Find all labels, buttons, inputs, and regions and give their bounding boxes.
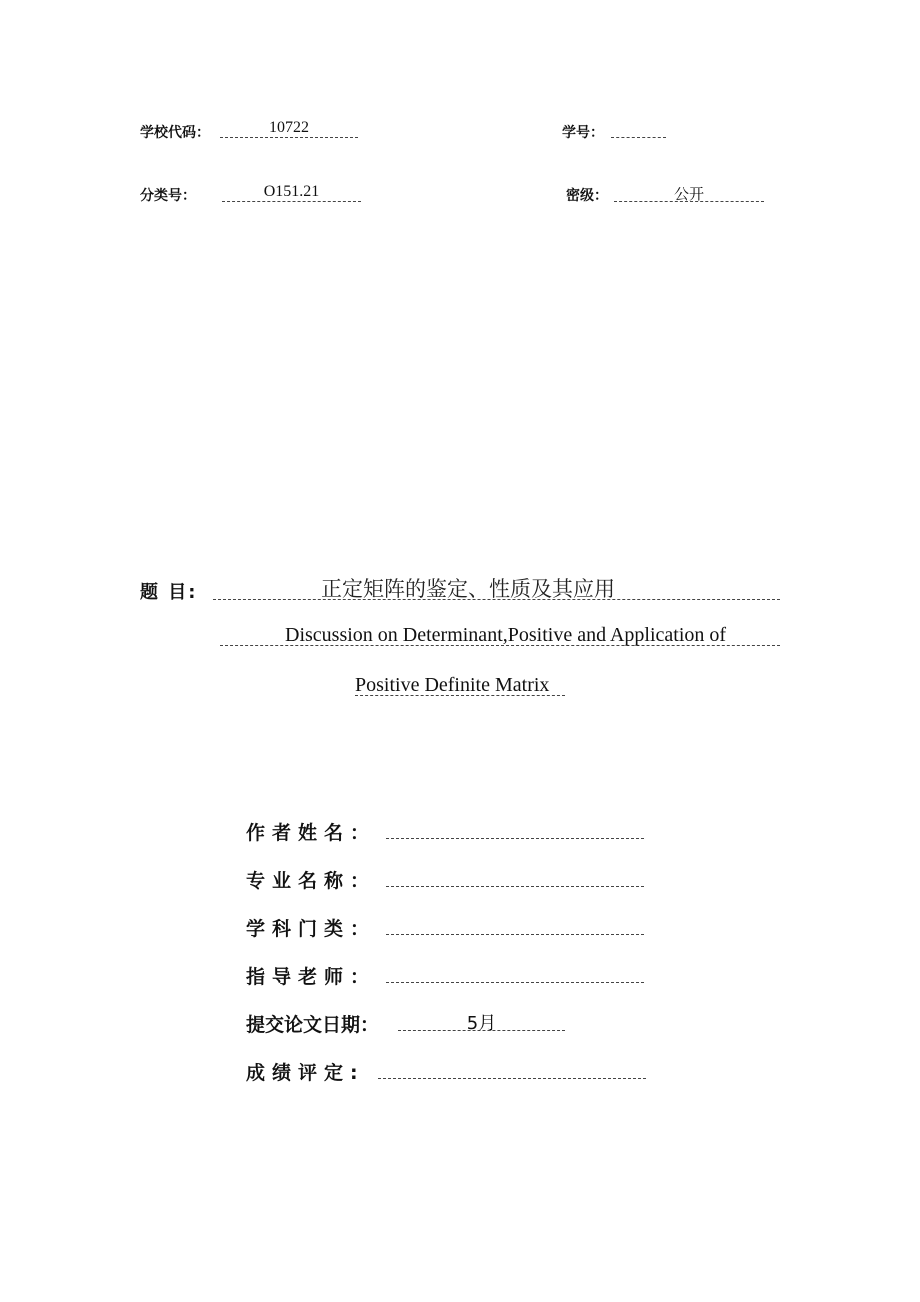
author-underline xyxy=(386,838,644,839)
school-code-value: 10722 xyxy=(269,119,309,136)
major-label: 专业名称： xyxy=(246,870,377,892)
class-no-value: O151.21 xyxy=(263,183,320,200)
class-no-label: 分类号： xyxy=(140,188,196,204)
student-no-label: 学号： xyxy=(562,125,604,141)
advisor-underline xyxy=(386,982,644,983)
title-english-line1: Discussion on Determinant,Positive and Application of xyxy=(285,624,727,646)
secret-level-label: 密级： xyxy=(566,188,608,204)
major-underline xyxy=(386,886,644,887)
author-label: 作者姓名： xyxy=(246,822,377,844)
title-english-line2: Positive Definite Matrix xyxy=(355,674,550,696)
category-underline xyxy=(386,934,644,935)
advisor-label: 指导老师： xyxy=(246,966,377,988)
grade-underline xyxy=(378,1078,646,1079)
category-label: 学科门类： xyxy=(246,918,377,940)
title-label: 题 目: xyxy=(140,582,198,603)
title-chinese: 正定矩阵的鉴定、性质及其应用 xyxy=(321,577,615,601)
submit-date-value: 5月 xyxy=(466,1013,497,1034)
class-no-underline xyxy=(222,201,361,202)
grade-label: 成绩评定: xyxy=(246,1062,365,1084)
school-code-label: 学校代码： xyxy=(140,125,210,141)
student-no-underline xyxy=(611,137,666,138)
submit-date-label: 提交论文日期： xyxy=(246,1014,380,1036)
school-code-underline xyxy=(220,137,358,138)
secret-level-value: 公开 xyxy=(673,185,704,203)
